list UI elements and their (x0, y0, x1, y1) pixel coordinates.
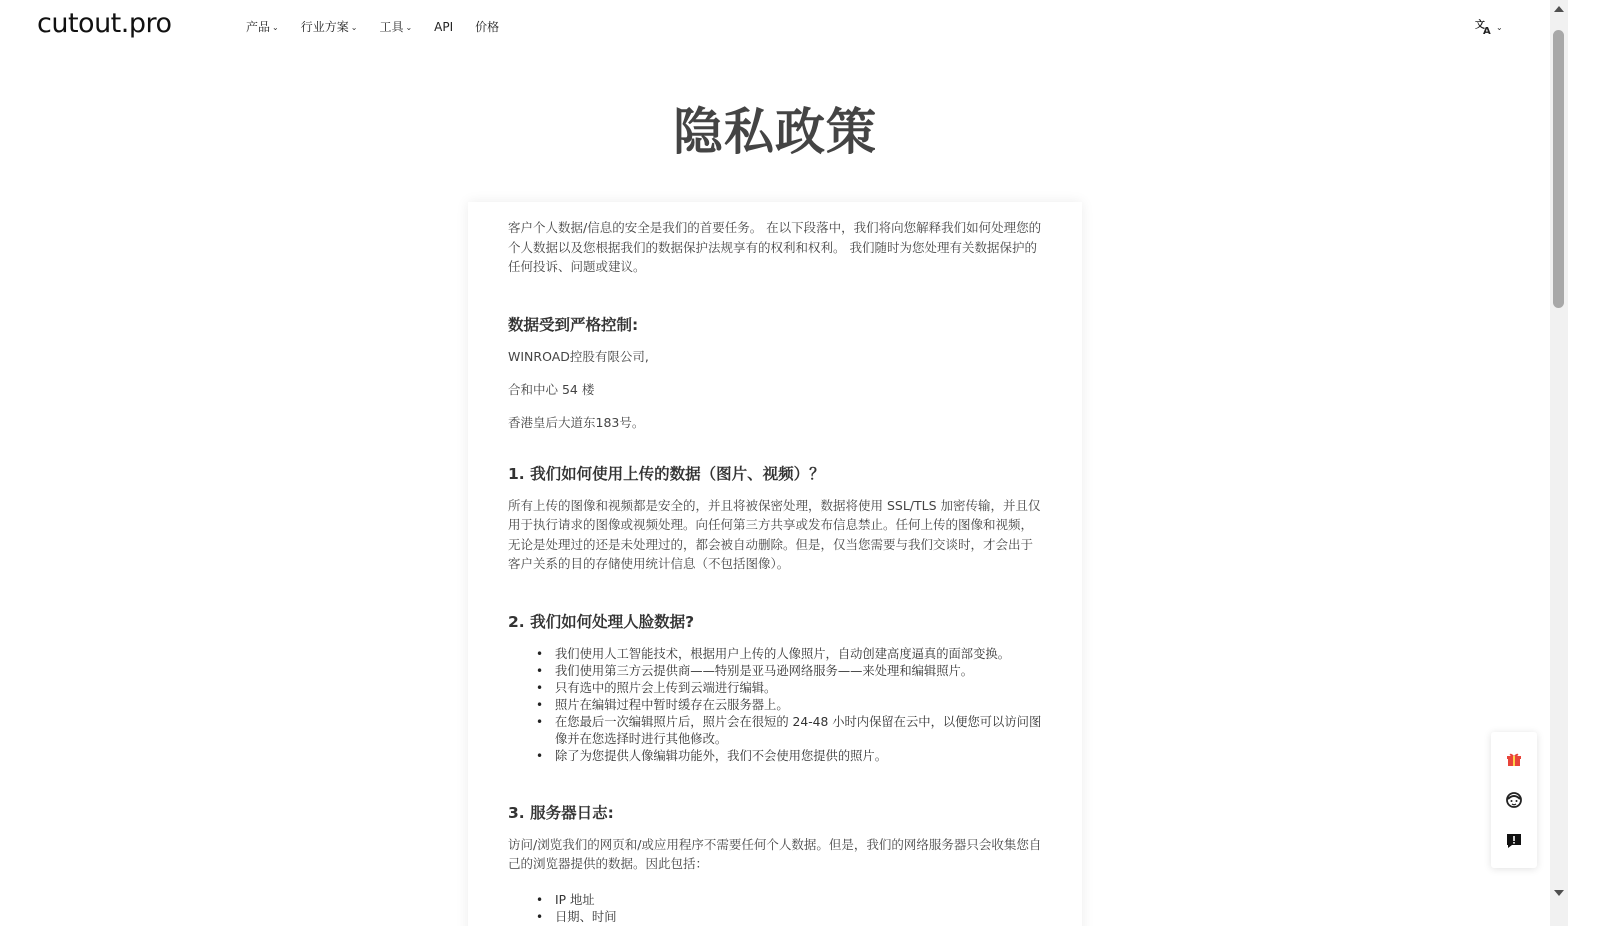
feedback-icon (1506, 833, 1522, 849)
chevron-down-icon: ⌄ (405, 23, 413, 32)
list-item: • 我们使用人工智能技术，根据用户上传的人像照片，自动创建高度逼真的面部变换。 (536, 646, 1042, 663)
support-icon (1505, 791, 1523, 809)
address-line: 香港皇后大道东183号。 (508, 414, 645, 430)
language-selector[interactable] (1475, 17, 1503, 35)
floating-action-panel (1491, 732, 1537, 868)
support-button[interactable] (1499, 785, 1529, 815)
gift-button[interactable] (1499, 744, 1529, 774)
top-navigation-bar (0, 0, 1550, 52)
gift-icon (1506, 751, 1522, 767)
section-1-heading: 1. 我们如何使用上传的数据（图片、视频）？ (508, 464, 825, 483)
intro-paragraph: 客户个人数据/信息的安全是我们的首要任务。 在以下段落中，我们将向您解释我们如何处理您的个人数据以及您根据我们的数据保护法规享有的权利和权利。 我们随时为您处理有关数据保护的任何投诉、问题或建议。 (508, 220, 1042, 274)
address-line: WINROAD控股有限公司, (508, 348, 649, 364)
nav-item-pricing[interactable] (475, 18, 499, 35)
nav-label: 价格 (475, 20, 500, 34)
vertical-scrollbar[interactable] (1550, 0, 1568, 926)
address-line: 合和中心 54 楼 (508, 381, 595, 397)
section-1-body: 所有上传的图像和视频都是安全的，并且将被保密处理，数据将使用 SSL/TLS 加密传输，并且仅用于执行请求的图像或视频处理。向任何第三方共享或发布信息禁止。任何上传的图像和视频，无论是处理过的还是未处理过的，都会被自动删除。但是，仅当您需要与我们交谈时，才会出于客户关系的目的存储使用统计信息（不包括图像）。 (508, 497, 1041, 571)
svg-text:A: A (1483, 26, 1491, 35)
logo[interactable]: cutout.pro (37, 8, 172, 39)
list-item: • IP 地址 (536, 892, 1042, 909)
nav-item-industry-solutions[interactable] (301, 18, 358, 35)
nav-label: 产品 (246, 20, 271, 34)
list-item: • 日期、时间 (536, 909, 1042, 926)
chevron-down-icon: ⌄ (350, 23, 358, 32)
nav-item-products[interactable] (246, 18, 279, 35)
section-3-body: 访问/浏览我们的网页和/或应用程序不需要任何个人数据。但是，我们的网络服务器只会收集您自己的浏览器提供的数据。因此包括： (508, 836, 1042, 871)
face-data-list (508, 646, 1042, 765)
nav-item-tools[interactable] (379, 18, 412, 35)
list-item: • 我们使用第三方云提供商——特别是亚马逊网络服务——来处理和编辑照片。 (536, 663, 1042, 680)
list-item: • 只有选中的照片会上传到云端进行编辑。 (536, 680, 1042, 697)
data-control-heading: 数据受到严格控制: (508, 315, 639, 334)
translate-icon (1475, 17, 1493, 35)
scroll-up-arrow-icon[interactable] (1553, 4, 1565, 14)
list-item: • 除了为您提供人像编辑功能外，我们不会使用您提供的照片。 (536, 748, 1042, 765)
list-item: • 在您最后一次编辑照片后，照片会在很短的 24-48 小时内保留在云中，以便您可以访问图像并在您选择时进行其他修改。 (536, 714, 1042, 748)
svg-text:文: 文 (1475, 20, 1485, 31)
feedback-button[interactable] (1499, 826, 1529, 856)
page-title: 隐私政策 (673, 103, 877, 161)
list-item: • 照片在编辑过程中暂时缓存在云服务器上。 (536, 697, 1042, 714)
section-2-heading: 2. 我们如何处理人脸数据? (508, 612, 695, 631)
chevron-down-icon: ⌄ (1496, 22, 1503, 32)
scroll-down-arrow-icon[interactable] (1553, 888, 1565, 898)
nav-label: 工具 (379, 20, 404, 34)
main-nav (246, 18, 499, 35)
window-edge (1568, 0, 1598, 926)
chevron-down-icon: ⌄ (272, 23, 279, 32)
server-log-list (508, 892, 1042, 926)
scrollbar-thumb[interactable] (1553, 30, 1564, 308)
nav-label: 行业方案 (300, 20, 349, 34)
section-3-heading: 3. 服务器日志: (508, 803, 614, 822)
policy-content-card (468, 202, 1082, 926)
nav-label: API (434, 19, 454, 34)
nav-item-api[interactable] (434, 18, 453, 35)
